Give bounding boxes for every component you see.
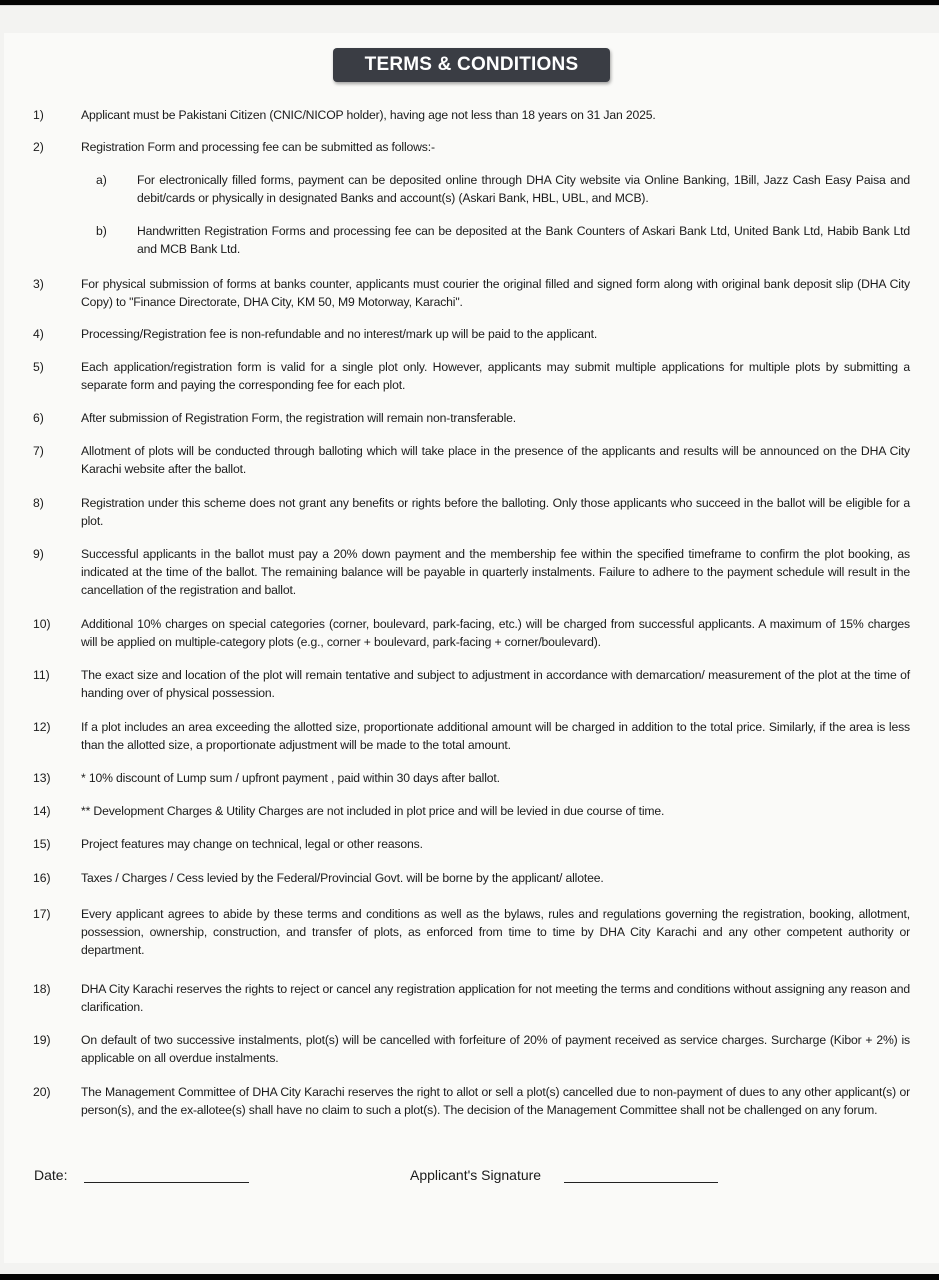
term-number: 11) — [33, 668, 50, 682]
term-text: Registration under this scheme does not grant any benefits or rights before the balloting. Only those applicants who succeed in the ballot will be eligible for a plot. — [81, 496, 910, 528]
term-number: 6) — [33, 411, 44, 425]
term-text: Handwritten Registration Forms and processing fee can be deposited at the Bank Counters of Askari Bank Ltd, United Bank Ltd, Habib Bank Ltd and MCB Bank Ltd. — [137, 224, 910, 256]
page-title: TERMS & CONDITIONS — [333, 48, 610, 82]
term-number: 12) — [33, 720, 51, 734]
term-text: Applicant must be Pakistani Citizen (CNIC/NICOP holder), having age not less than 18 years on 31 Jan 2025. — [81, 108, 656, 122]
term-number: 1) — [33, 108, 44, 122]
term-text: On default of two successive instalments, plot(s) will be cancelled with forfeiture of 20% of payment received as service charges. Surcharge (Kibor + 2%) is applicable on all overdue instalments. — [81, 1033, 910, 1065]
term-text: Every applicant agrees to abide by these terms and conditions as well as the bylaws, rules and regulations governing the registration, booking, allotment, possession, ownership, construction, and transfer of plots, as enforced from time to time by DHA City Karachi and any other competent authority or department. — [81, 907, 910, 957]
term-text: If a plot includes an area exceeding the allotted size, proportionate additional amount will be charged in addition to the total price. Similarly, if the area is less than the allotted size, a proportionate adjustment will be made to the total amount. — [81, 720, 910, 752]
term-text: Project features may change on technical, legal or other reasons. — [81, 837, 423, 851]
term-text: ** Development Charges & Utility Charges are not included in plot price and will be levied in due course of time. — [81, 804, 665, 818]
term-number: 14) — [33, 804, 51, 818]
term-number: 4) — [33, 327, 44, 341]
term-number: 9) — [33, 547, 44, 561]
term-number: a) — [96, 173, 107, 187]
term-text: The exact size and location of the plot will remain tentative and subject to adjustment in accordance with demarcation/ measurement of the plot at the time of handing over of physical possession. — [81, 668, 910, 700]
term-text: Taxes / Charges / Cess levied by the Federal/Provincial Govt. will be borne by the applicant/ allotee. — [81, 871, 604, 885]
term-number: 16) — [33, 871, 51, 885]
term-number: 5) — [33, 360, 44, 374]
term-number: b) — [96, 224, 107, 238]
term-text: After submission of Registration Form, the registration will remain non-transferable. — [81, 411, 516, 425]
term-text: The Management Committee of DHA City Karachi reserves the right to allot or sell a plot(s) cancelled due to non-payment of dues to any other applicant(s) or person(s), and the ex-allotee(s) shall have no claim to such a plot(s). The decision of the Management Committee shall not be challenged on any forum. — [81, 1085, 910, 1117]
signature-label: Applicant's Signature — [410, 1167, 542, 1183]
term-text: Processing/Registration fee is non-refundable and no interest/mark up will be paid to the applicant. — [81, 327, 598, 341]
term-number: 7) — [33, 444, 44, 458]
term-number: 8) — [33, 496, 44, 510]
term-text: Registration Form and processing fee can be submitted as follows:- — [81, 140, 435, 154]
term-number: 10) — [33, 617, 51, 631]
term-number: 3) — [33, 277, 44, 291]
date-line[interactable] — [84, 1182, 249, 1183]
term-text: For physical submission of forms at banks counter, applicants must courier the original filled and signed form along with original bank deposit slip (DHA City Copy) to "Finance Directorate, DHA City, KM 50, M9 Motorway, Karachi". — [81, 277, 910, 309]
term-text: Allotment of plots will be conducted through balloting which will take place in the presence of the applicants and results will be announced on the DHA City Karachi website after the ballot. — [81, 444, 910, 476]
term-text: Each application/registration form is valid for a single plot only. However, applicants may submit multiple applications for multiple plots by submitting a separate form and paying the corresponding fee for each plot. — [81, 360, 910, 392]
signature-line[interactable] — [564, 1182, 718, 1183]
term-text: Successful applicants in the ballot must pay a 20% down payment and the membership fee within the specified timeframe to confirm the plot booking, as indicated at the time of the ballot. The remaining balance will be payable in quarterly instalments. Failure to adhere to the payment schedule will result in the cancellation of the registration and ballot. — [81, 547, 910, 597]
term-text: DHA City Karachi reserves the rights to reject or cancel any registration application for not meeting the terms and conditions without assigning any reason and clarification. — [81, 982, 910, 1014]
term-number: 13) — [33, 771, 51, 785]
term-text: For electronically filled forms, payment can be deposited online through DHA City website via Online Banking, 1Bill, Jazz Cash Easy Paisa and debit/cards or physically in designated Banks and account(s) (Askari Bank, HBL, UBL, and MCB). — [137, 173, 910, 205]
term-number: 20) — [33, 1085, 51, 1099]
term-number: 2) — [33, 140, 44, 154]
term-number: 19) — [33, 1033, 51, 1047]
date-label: Date: — [34, 1167, 68, 1183]
term-number: 18) — [33, 982, 51, 996]
term-number: 15) — [33, 837, 51, 851]
term-number: 17) — [33, 907, 51, 921]
term-text: Additional 10% charges on special categories (corner, boulevard, park-facing, etc.) will be charged from successful applicants. A maximum of 15% charges will be applied on multiple-category plots (e.g., corner + boulevard, park-facing + corner/boulevard). — [81, 617, 910, 649]
term-text: * 10% discount of Lump sum / upfront payment , paid within 30 days after ballot. — [81, 771, 500, 785]
bottom-dark-strip — [0, 1274, 939, 1280]
